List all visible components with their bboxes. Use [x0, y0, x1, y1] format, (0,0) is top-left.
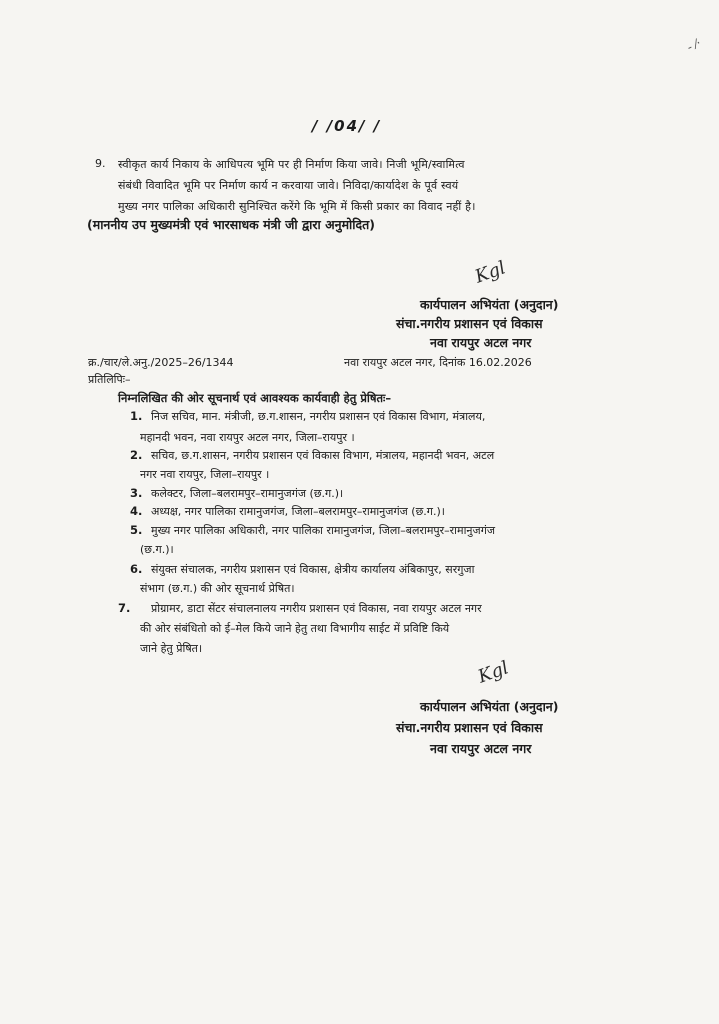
signatory-office: संचा.नगरीय प्रशासन एवं विकास — [396, 720, 543, 735]
signature-initials: Kgl — [472, 257, 509, 288]
signatory-designation: कार्यपालन अभियंता (अनुदान) — [420, 699, 559, 714]
reference-number: क्र./चार/ले.अनु./2025–26/1344 — [88, 356, 234, 369]
signatory-office: संचा.नगरीय प्रशासन एवं विकास — [396, 316, 543, 331]
copy-label: प्रतिलिपिः– — [88, 373, 131, 386]
list-item-number: 3. — [130, 486, 143, 500]
signatory-place: नवा रायपुर अटल नगर — [430, 741, 532, 756]
signatory-designation: कार्यपालन अभियंता (अनुदान) — [420, 297, 559, 312]
list-item: कलेक्टर, जिला–बलरामपुर–रामानुजगंज (छ.ग.)। — [151, 487, 344, 500]
point9-line-3: मुख्य नगर पालिका अधिकारी सुनिश्चित करेंगे कि भूमि में किसी प्रकार का विवाद नहीं है। — [118, 200, 476, 213]
approval-note: (माननीय उप मुख्यमंत्री एवं भारसाधक मंत्री जी द्वारा अनुमोदित) — [87, 217, 375, 232]
corner-scribble: - ⁄· — [684, 35, 704, 55]
list-item-number: 5. — [130, 523, 143, 537]
list-item-cont: की ओर संबंधितो को ई–मेल किये जाने हेतु तथा विभागीय साईट में प्रविष्टि किये — [140, 622, 450, 635]
point9-line-1: स्वीकृत कार्य निकाय के आधिपत्य भूमि पर ही निर्माण किया जावे। निजी भूमि/स्वामित्व — [118, 158, 465, 171]
list-item-number: 6. — [130, 562, 143, 576]
reference-date: नवा रायपुर अटल नगर, दिनांक 16.02.2026 — [344, 356, 532, 369]
list-item: निज सचिव, मान. मंत्रीजी, छ.ग.शासन, नगरीय प्रशासन एवं विकास विभाग, मंत्रालय, — [151, 410, 486, 423]
list-item-cont: महानदी भवन, नवा रायपुर अटल नगर, जिला–रायपुर । — [140, 431, 355, 444]
list-item: सचिव, छ.ग.शासन, नगरीय प्रशासन एवं विकास विभाग, मंत्रालय, महानदी भवन, अटल — [151, 449, 495, 462]
list-item-number: 7. — [118, 601, 131, 615]
page-number: / /04/ / — [312, 117, 382, 135]
list-item-cont: संभाग (छ.ग.) की ओर सूचनार्थ प्रेषित। — [140, 582, 295, 595]
point9-line-2: संबंधी विवादित भूमि पर निर्माण कार्य न करवाया जावे। निविदा/कार्यादेश के पूर्व स्वयं — [118, 179, 459, 192]
signatory-place: नवा रायपुर अटल नगर — [430, 335, 532, 350]
signature-initials: Kgl — [475, 657, 512, 688]
list-item: अध्यक्ष, नगर पालिका रामानुजगंज, जिला–बलरामपुर–रामानुजगंज (छ.ग.)। — [151, 505, 445, 518]
list-item-number: 4. — [130, 504, 143, 518]
list-item: संयुक्त संचालक, नगरीय प्रशासन एवं विकास, क्षेत्रीय कार्यालय अंबिकापुर, सरगुजा — [151, 563, 475, 576]
list-item-cont: जाने हेतु प्रेषित। — [140, 642, 203, 655]
list-item: प्रोग्रामर, डाटा सेंटर संचालनालय नगरीय प्रशासन एवं विकास, नवा रायपुर अटल नगर — [151, 602, 482, 615]
list-item-cont: नगर नवा रायपुर, जिला–रायपुर । — [140, 468, 270, 481]
list-item: मुख्य नगर पालिका अधिकारी, नगर पालिका रामानुजगंज, जिला–बलरामपुर–रामानुजगंज — [151, 524, 496, 537]
point-number: 9. — [95, 157, 106, 170]
list-item-number: 1. — [130, 409, 143, 423]
list-item-number: 2. — [130, 448, 143, 462]
list-item-cont: (छ.ग.)। — [140, 543, 174, 556]
copy-intro: निम्नलिखित की ओर सूचनार्थ एवं आवश्यक कार्यवाही हेतु प्रेषितः– — [118, 391, 392, 405]
